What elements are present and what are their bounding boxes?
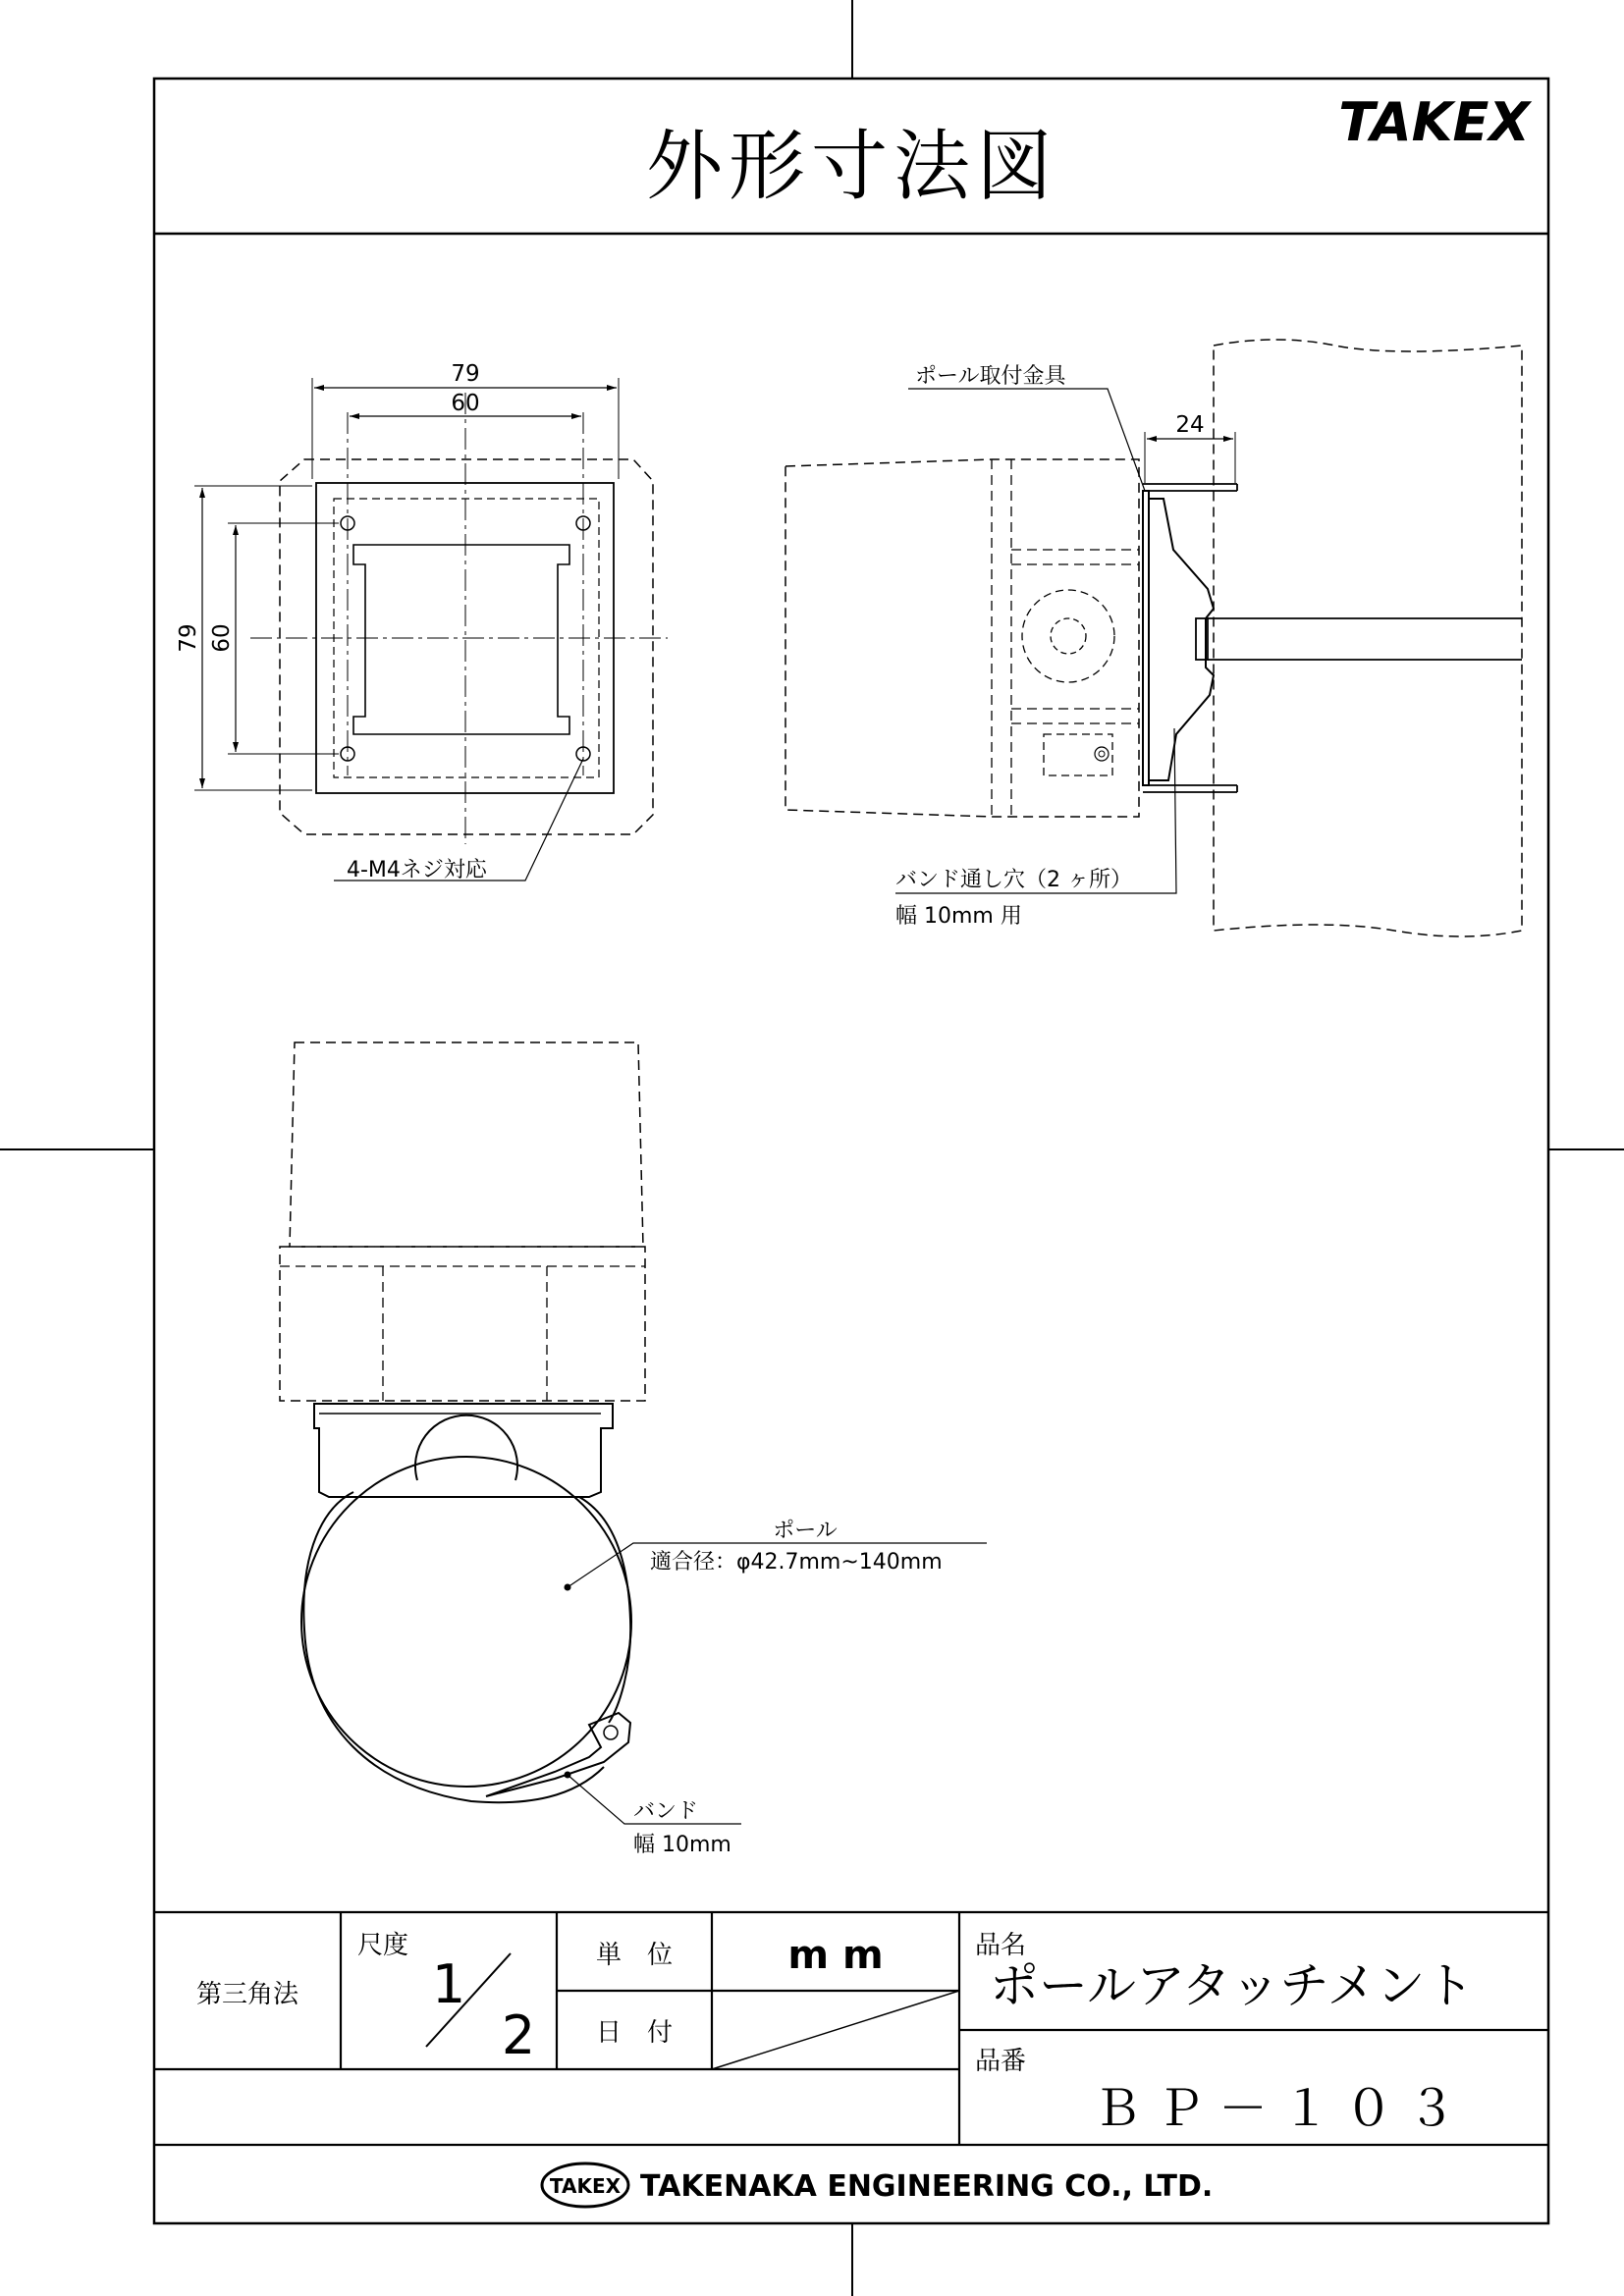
takex-logo: TAKEX: [1338, 91, 1530, 153]
band-hole-width: 幅 10mm 用: [895, 904, 1022, 929]
product-name-label: 品名: [975, 1931, 1027, 1960]
top-bracket: [314, 1404, 613, 1497]
top-pole: [301, 1457, 631, 1787]
front-sensor-outline: [280, 459, 653, 834]
scale-denominator: 2: [501, 2004, 536, 2066]
front-view: [194, 378, 668, 881]
scale-numerator: 1: [431, 1953, 466, 2015]
pole-label: ポール: [773, 1519, 838, 1543]
company-logo: [542, 2163, 628, 2207]
band-width: 幅 10mm: [633, 1833, 731, 1857]
dim-outer-width: 79: [451, 361, 480, 387]
pole-diameter: 適合径：φ42.7mm~140mm: [650, 1550, 943, 1575]
side-bracket: [1143, 491, 1149, 785]
scale-label: 尺度: [357, 1931, 409, 1960]
dim-inner-width: 60: [451, 391, 480, 416]
product-number: ＢＰ－１０３: [1093, 2080, 1470, 2137]
product-name: ポールアタッチメント: [990, 1957, 1475, 2014]
top-sensor-body: [290, 1042, 643, 1247]
bracket-label: ポール取付金具: [915, 364, 1066, 389]
front-window: [353, 545, 569, 734]
top-view: [280, 1042, 987, 1824]
product-number-label: 品番: [975, 2047, 1027, 2076]
dim-outer-height: 79: [176, 623, 201, 653]
side-view: [785, 340, 1522, 936]
side-pole: [1214, 340, 1522, 936]
unit-value: m m: [787, 1933, 884, 1978]
company-name: TAKENAKA ENGINEERING CO., LTD.: [640, 2169, 1214, 2204]
projection-method: 第三角法: [195, 1980, 299, 2009]
dim-inner-height: 60: [209, 623, 235, 653]
date-label: 日 付: [595, 2018, 674, 2048]
band-label: バンド: [633, 1799, 699, 1824]
dim-depth: 24: [1175, 412, 1205, 438]
sheet-border: [154, 79, 1548, 2223]
svg-text:TAKEX: TAKEX: [549, 2174, 622, 2198]
top-band: [303, 1492, 604, 1802]
band-hole-label: バンド通し穴（2 ヶ所）: [895, 868, 1132, 892]
unit-label: 単 位: [595, 1941, 674, 1970]
drawing-title: 外形寸法図: [645, 123, 1059, 211]
screw-note: 4-M4ネジ対応: [347, 858, 487, 882]
